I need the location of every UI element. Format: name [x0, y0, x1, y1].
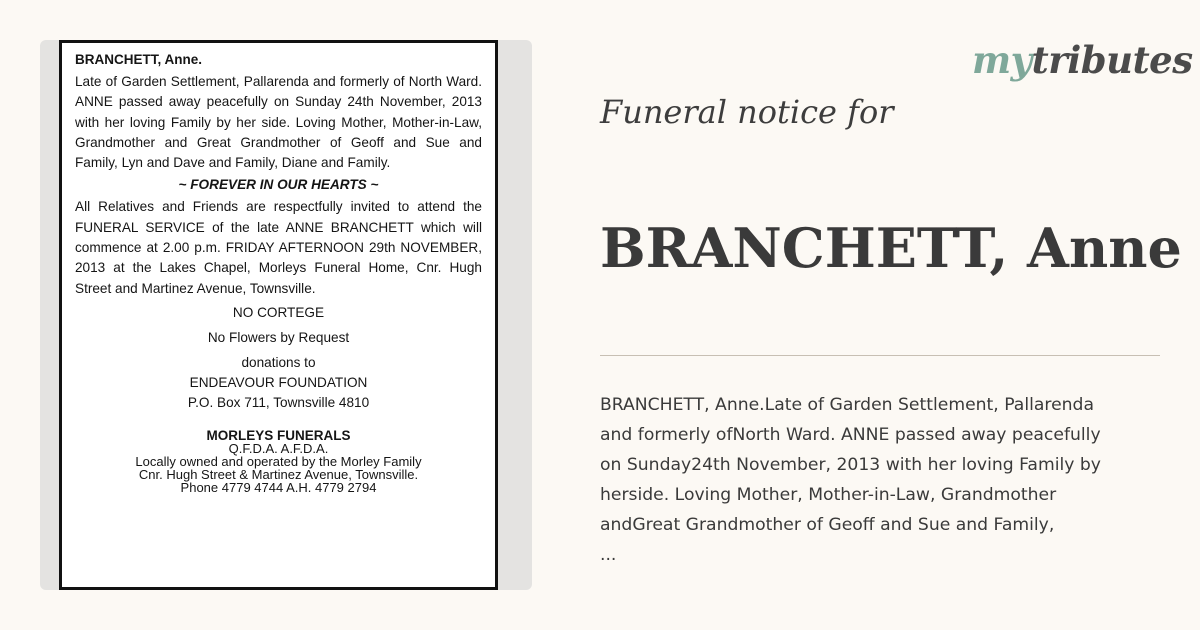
excerpt-line: BRANCHETT, Anne.Late of Garden Settlement, Pallarenda — [600, 395, 1095, 415]
notice-paragraph-2: All Relatives and Friends are respectfully invited to attend the FUNERAL SERVICE of the late ANNE BRANCHETT which will commence at 2.00 p.m. FRIDAY AFTERNOON 29th NOVEMBER, 2013 at the Lakes Chapel, Morleys Funeral Home, Cnr. Hugh Street and Martinez Avenue, Townsville. — [75, 199, 482, 296]
notice-label: Funeral notice for — [600, 93, 894, 131]
mytributes-logo[interactable] — [972, 38, 1193, 82]
notice-flowers: No Flowers by Request — [207, 329, 350, 345]
logo-tributes: tributes — [1031, 38, 1193, 82]
notice-motto: ~ FOREVER IN OUR HEARTS ~ — [178, 177, 379, 193]
director-address: Cnr. Hugh Street & Martinez Avenue, Townsville. — [138, 466, 419, 482]
notice-pobox: P.O. Box 711, Townsville 4810 — [187, 394, 370, 410]
director-phone: Phone 4779 4744 A.H. 4779 2794 — [180, 479, 377, 495]
director-name: MORLEYS FUNERALS — [206, 427, 351, 443]
director-letters: Q.F.D.A. A.F.D.A. — [228, 440, 329, 456]
excerpt-line: herside. Loving Mother, Mother-in-Law, Grandmother — [600, 485, 1057, 505]
director-owned: Locally owned and operated by the Morley Family — [135, 453, 422, 469]
deceased-name: BRANCHETT, Anne — [600, 216, 1182, 280]
notice-name: BRANCHETT, Anne. — [75, 52, 202, 67]
notice-image-card — [40, 40, 532, 590]
funeral-director-block — [75, 429, 482, 494]
funeral-notice-clipping — [59, 40, 498, 590]
excerpt-line: on Sunday24th November, 2013 with her loving Family by — [600, 455, 1101, 475]
notice-donations: donations to — [241, 354, 316, 370]
divider — [600, 355, 1160, 356]
excerpt-line: andGreat Grandmother of Geoff and Sue and Family, — [600, 515, 1055, 535]
logo-my: my — [972, 38, 1032, 82]
excerpt-ellipsis: ... — [600, 545, 617, 565]
notice-excerpt — [600, 390, 1190, 570]
notice-cortege: NO CORTEGE — [232, 304, 325, 320]
notice-foundation: ENDEAVOUR FOUNDATION — [189, 374, 368, 390]
notice-paragraph-1: Late of Garden Settlement, Pallarenda and formerly of North Ward. ANNE passed away peacefully on Sunday 24th November, 2013 with her loving Family by her side. Loving Mother, Mother-in-Law, Grandmother and Great Grandmother of Geoff and Sue and Family, Lyn and Dave and Family, Diane and Family. — [75, 74, 482, 171]
excerpt-line: and formerly ofNorth Ward. ANNE passed away peacefully — [600, 425, 1101, 445]
